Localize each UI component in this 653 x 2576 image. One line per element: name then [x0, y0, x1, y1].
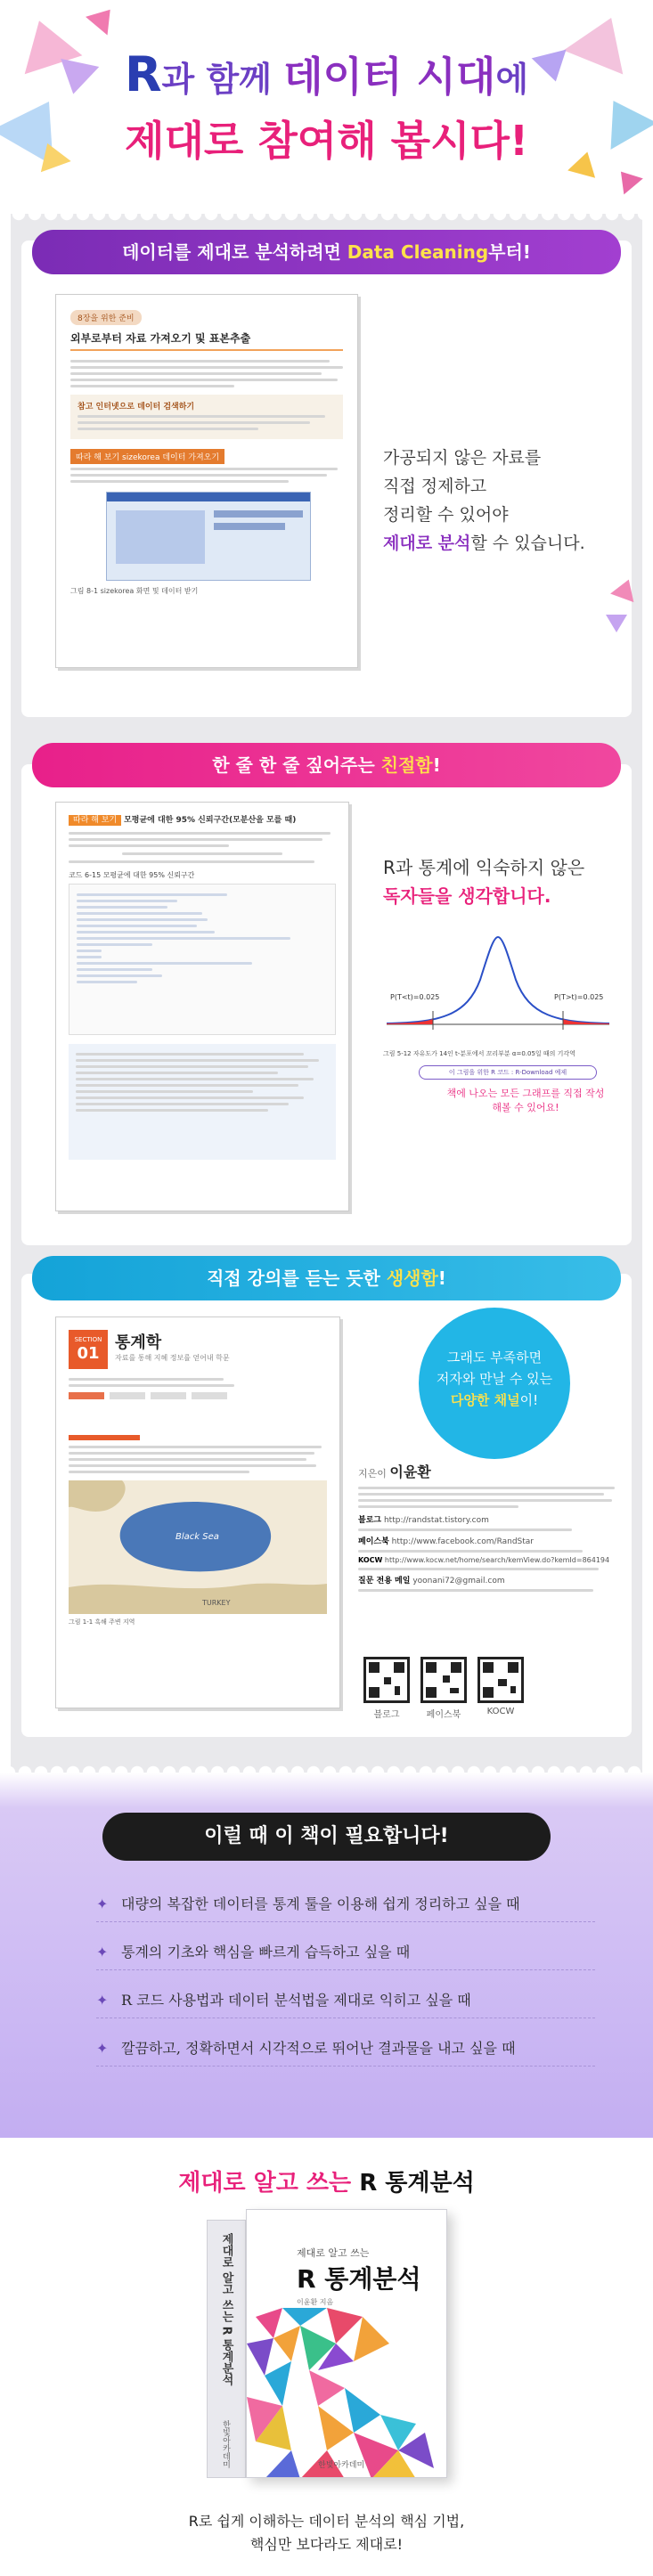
side-line: R과 통계에 익숙하지 않은: [383, 857, 585, 878]
star-icon: ✦: [96, 1992, 109, 2009]
badge-label: SECTION: [74, 1336, 102, 1343]
section2-pill: [32, 743, 621, 787]
need-item-text: R 코드 사용법과 데이터 분석법을 제대로 익히고 싶을 때: [121, 1992, 471, 2009]
page-tag: 8장을 위한 준비: [70, 310, 142, 325]
bubble-text: 그래도 부족하면: [446, 1349, 543, 1365]
channel-bubble: [419, 1308, 570, 1459]
book-heading-part: R 통계분석: [359, 2170, 475, 2197]
scallop-edge: [11, 1760, 642, 1773]
star-icon: ✦: [96, 2040, 109, 2057]
star-icon: ✦: [96, 1895, 109, 1912]
hero-banner: [0, 0, 653, 214]
qr-code-blog[interactable]: [363, 1657, 410, 1703]
section2-side-text: [383, 853, 633, 910]
need-item: [96, 2031, 595, 2067]
qr-code-kocw[interactable]: [478, 1657, 524, 1703]
mail-link[interactable]: yoonani72@gmail.com: [412, 1577, 505, 1586]
kocw-link[interactable]: http://www.kocw.net/home/search/kemView.do?kemId=864194: [384, 1556, 610, 1564]
blog-link[interactable]: http://randstat.tistory.com: [383, 1516, 489, 1525]
callout-text: 책에 나오는 모든 그래프를 직접 작성해볼 수 있어요!: [446, 1088, 605, 1113]
side-line: 정리할 수 있어야: [383, 505, 509, 525]
cover-publisher: 한빛아카데미: [318, 2461, 365, 2470]
map-caption: 그림 1-1 흑해 주변 지역: [69, 1618, 135, 1626]
author-info: [358, 1461, 625, 1595]
facebook-label: 페이스북: [358, 1537, 389, 1546]
side-line: 할 수 있습니다.: [470, 534, 585, 553]
hero-title-line1: [0, 48, 653, 106]
pill-highlight: Data Cleaning: [347, 241, 489, 263]
side-line: 가공되지 않은 자료를: [383, 448, 542, 468]
chart-caption: 그림 5-12 자유도가 14인 t-분포에서 꼬리부분 α=0.05일 때의 기각역: [383, 1050, 575, 1057]
section3-pill: [32, 1256, 621, 1300]
deco-triangle: [611, 164, 643, 195]
r-code-link[interactable]: 이 그림을 위한 R 코드 : R-Download 예제: [419, 1065, 597, 1080]
blog-label: 블로그: [358, 1516, 382, 1525]
density-curve: [387, 937, 609, 1023]
screenshot-thumbnail: [106, 492, 311, 581]
spine-title: 제대로 알고 쓰는 R 통계분석: [219, 2233, 233, 2386]
book-page-sample-3: [55, 1317, 340, 1708]
need-list: [96, 1887, 595, 2079]
pill-highlight: 친절함: [380, 754, 433, 776]
need-item: [96, 1935, 595, 1970]
cover-r-graphic: [247, 2308, 447, 2478]
page-note-title: 참고 인터넷으로 데이터 검색하기: [78, 403, 195, 412]
side-emphasis: 제대로 분석: [383, 534, 471, 553]
facebook-link[interactable]: http://www.facebook.com/RandStar: [391, 1537, 535, 1546]
bubble-text: 이!: [519, 1392, 539, 1408]
hero-text: 데이터 시대: [283, 53, 496, 101]
mail-label: 질문 전용 메일: [358, 1577, 411, 1586]
book-heading-part: 제대로 알고 쓰는: [178, 2170, 360, 2197]
kocw-label: KOCW: [358, 1556, 383, 1564]
book-page-sample-1: [55, 294, 358, 668]
section1-pill: [32, 230, 621, 274]
author-name: 이윤환: [389, 1463, 431, 1480]
code-block: [69, 884, 336, 1035]
page-subheading: 따라 해 보기 sizekorea 데이터 가져오기: [70, 449, 224, 464]
side-line: 직접 정제하고: [383, 477, 487, 496]
badge-number: 01: [77, 1344, 100, 1363]
page-title: 외부로부터 자료 가져오기 및 표본추출: [70, 330, 343, 351]
book-spine: [207, 2220, 246, 2478]
cover-subtitle: 제대로 알고 쓰는: [297, 2247, 370, 2259]
pill-highlight: 생생함: [386, 1268, 438, 1289]
t-distribution-figure: [378, 926, 618, 1042]
cover-title: R 통계분석: [297, 2264, 421, 2294]
need-item-text: 대량의 복잡한 데이터를 통계 툴을 이용해 쉽게 정리하고 싶을 때: [121, 1895, 520, 1912]
need-item-text: 깔끔하고, 정확하면서 시각적으로 뛰어난 결과물을 내고 싶을 때: [121, 2040, 516, 2057]
pill-text: !: [437, 1268, 446, 1289]
footer-line: R로 쉽게 이해하는 데이터 분석의 핵심 기법,: [188, 2513, 465, 2530]
section1-side-text: [383, 444, 633, 558]
qr-code-facebook[interactable]: [420, 1657, 467, 1703]
hero-title-line2: 제대로 참여해 봅시다!: [125, 117, 528, 165]
need-item: [96, 1983, 595, 2018]
star-icon: ✦: [96, 1944, 109, 1961]
bubble-text: 저자와 만날 수 있는: [436, 1371, 553, 1387]
need-pill: 이럴 때 이 책이 필요합니다!: [102, 1813, 551, 1861]
page-title: 모평균에 대한 95% 신뢰구간(모분산을 모를 때): [124, 816, 297, 825]
qr-label-blog: 블로그: [373, 1710, 400, 1720]
svg-text:Black Sea: Black Sea: [175, 1532, 219, 1542]
cover-author: 이윤환 지음: [297, 2298, 334, 2306]
black-sea-map: [69, 1480, 327, 1614]
scallop-edge: [11, 214, 642, 226]
p-right-label: P(T>t)=0.025: [554, 993, 604, 1001]
need-item: [96, 1887, 595, 1922]
book-heading: [0, 2164, 653, 2197]
hero-text: 에: [495, 60, 529, 99]
pill-text: 한 줄 한 줄 짚어주는: [212, 754, 381, 776]
spine-publisher: 한빛아카데미: [221, 2420, 230, 2468]
book-footer: [0, 2510, 653, 2556]
deco-triangle: [86, 1, 121, 36]
hero-text: 과 함께: [161, 60, 284, 99]
code-block-title: 코드 6-15 모평균에 대한 95% 신뢰구간: [69, 871, 195, 879]
chapter-subtitle: 자료를 통해 지혜 정보를 얻어내 학문: [115, 1354, 230, 1362]
p-left-label: P(T<t)=0.025: [390, 993, 440, 1001]
book-cover: [246, 2209, 447, 2478]
hero-r-letter: R: [124, 46, 162, 102]
bubble-emphasis: 다양한 채널: [450, 1392, 520, 1408]
section-badge: [69, 1330, 108, 1369]
deco-triangle: [606, 615, 627, 632]
pill-text: 부터!: [488, 241, 531, 263]
pill-text: 데이터를 제대로 분석하려면: [122, 241, 347, 263]
page-tag: 따라 해 보기: [69, 815, 121, 826]
author-prefix: 지은이: [358, 1468, 387, 1480]
svg-text:TURKEY: TURKEY: [202, 1599, 231, 1607]
book-page-sample-2: [55, 802, 349, 1211]
chapter-title: 통계학: [115, 1333, 162, 1352]
side-emphasis: 독자들을 생각합니다.: [383, 885, 551, 907]
figure-caption: 그림 8-1 sizekorea 화면 및 데이터 받기: [70, 587, 199, 595]
qr-label-kocw: KOCW: [486, 1707, 515, 1716]
code-explanation: [69, 1044, 336, 1160]
pill-text: 직접 강의를 듣는 듯한: [207, 1268, 387, 1289]
footer-line: 핵심만 보다라도 제대로!: [249, 2536, 404, 2553]
need-item-text: 통계의 기초와 핵심을 빠르게 습득하고 싶을 때: [121, 1944, 411, 1961]
pill-text: !: [432, 754, 441, 776]
qr-label-facebook: 페이스북: [426, 1710, 461, 1720]
